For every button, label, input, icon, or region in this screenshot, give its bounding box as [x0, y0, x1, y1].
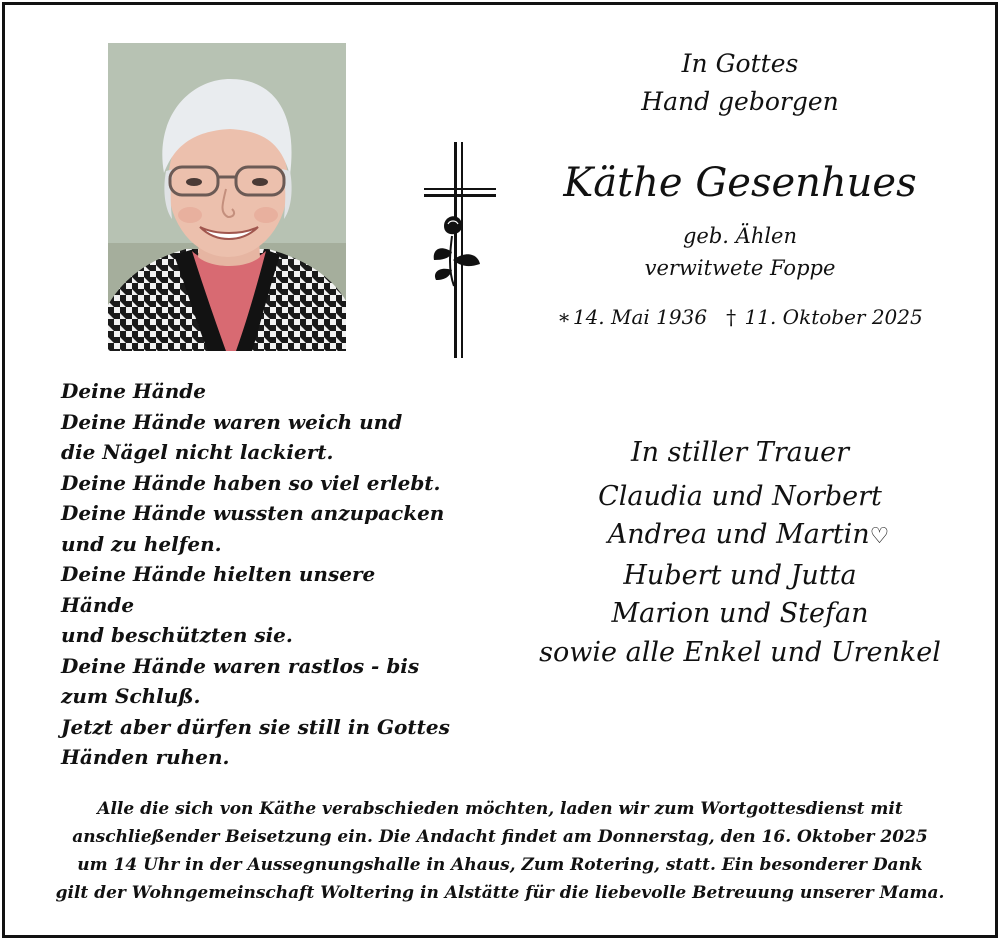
poem-line: Jetzt aber dürfen sie still in Gottes [61, 714, 450, 739]
poem-line: Deine Hände waren weich und [61, 409, 403, 434]
heart-icon: ♡ [869, 524, 890, 549]
mourners-heading: In stiller Trauer [630, 437, 849, 468]
notice-line: um 14 Uhr in der Aussegnungshalle in Ahaus, Zum Rotering, statt. Ein besonderer Dank [77, 855, 923, 875]
poem-line: Hände [61, 592, 135, 617]
poem-line: die Nägel nicht lackiert. [61, 440, 334, 464]
notice-line: anschließender Beisetzung ein. Die Andacht findet am Donnerstag, den 16. Oktober 2025 [72, 827, 928, 847]
mourner-line: Andrea und Martin [607, 519, 870, 550]
poem-line: Deine Hände hielten unsere [61, 562, 376, 586]
death-symbol-icon: † [726, 305, 737, 329]
mourner-line: Hubert und Jutta [623, 559, 857, 591]
deceased-name: Käthe Gesenhues [563, 160, 917, 206]
notice-line: Alle die sich von Käthe verabschieden möchten, laden wir zum Wortgottesdienst mit [97, 799, 903, 819]
life-dates [520, 305, 960, 329]
poem-line: Deine Hände wussten anzupacken [61, 501, 445, 525]
mourners-block [500, 434, 980, 672]
death-date: 11. Oktober 2025 [744, 305, 923, 329]
poem-line: Deine Hände haben so viel erlebt. [61, 470, 441, 495]
cross-with-rose-icon [418, 140, 502, 360]
poem-line: zum Schluß. [61, 684, 201, 708]
poem-line: Deine Hände waren rastlos - bis [61, 653, 420, 678]
poem-title: Deine Hände [61, 379, 206, 403]
widowed-name: verwitwete Foppe [644, 256, 836, 280]
mourner-line: Claudia und Norbert [598, 480, 882, 512]
poem-line: Händen ruhen. [61, 745, 230, 769]
birth-symbol-icon: ∗ [557, 305, 571, 329]
motto-line-2: Hand geborgen [641, 87, 839, 116]
mourner-line: Marion und Stefan [611, 598, 869, 629]
birth-name: geb. Ählen [682, 224, 798, 248]
motto-line-1: In Gottes [681, 49, 799, 78]
poem-line: und beschützten sie. [61, 623, 293, 647]
birth-date: 14. Mai 1936 [572, 305, 708, 329]
mourner-line-with-heart [500, 516, 980, 557]
notice-line: gilt der Wohngemeinschaft Woltering in Alstätte für die liebevolle Betreuung unserer Mama. [55, 883, 945, 903]
poem [61, 376, 481, 773]
portrait-photo [108, 43, 346, 351]
mourner-line: sowie alle Enkel und Urenkel [539, 636, 941, 668]
service-notice [30, 795, 970, 907]
poem-line: und zu helfen. [61, 531, 222, 556]
motto-block [520, 45, 960, 121]
